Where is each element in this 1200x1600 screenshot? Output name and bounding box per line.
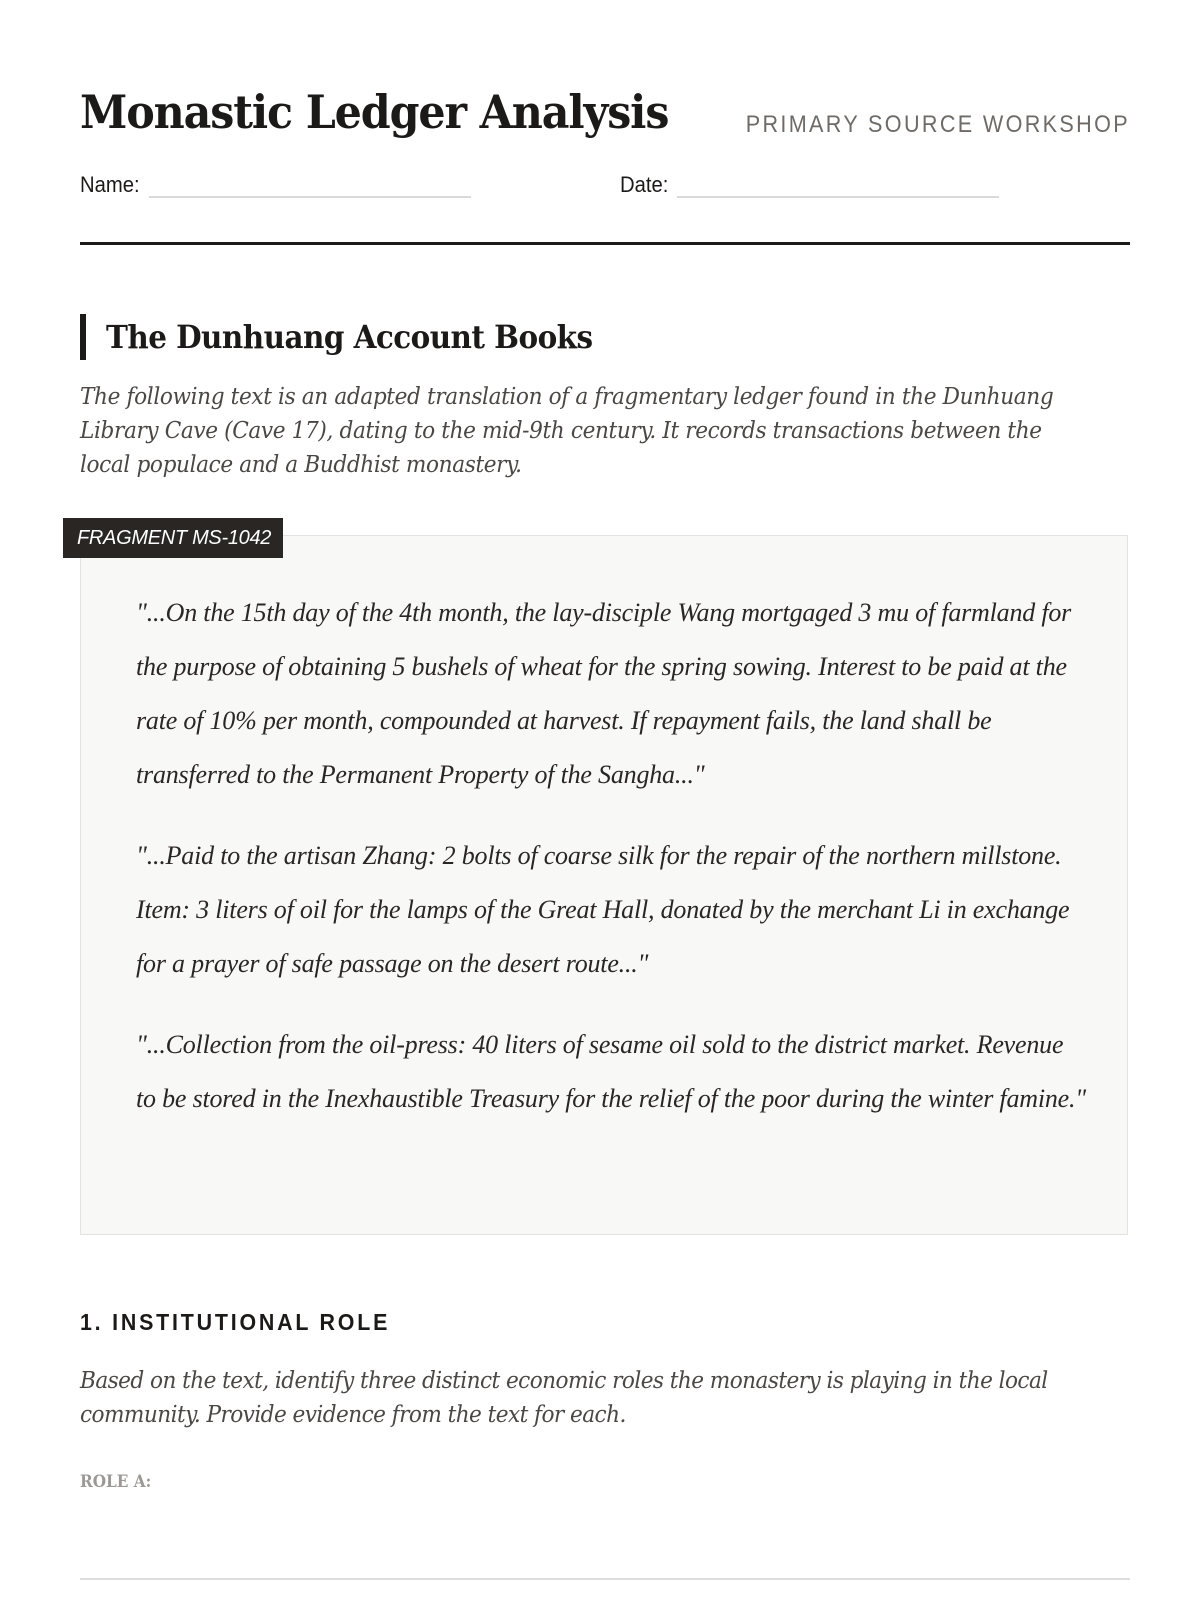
date-field xyxy=(620,170,999,200)
section-heading xyxy=(80,314,635,360)
ledger-entry: "...Collection from the oil-press: 40 liters of sesame oil sold to the district market. Revenue to be stored in the Inexhaustible Treasury for the relief of the poor during the winter famine." xyxy=(136,1030,1086,1113)
section-intro: The following text is an adapted translation of a fragmentary ledger found in the Dunhuang Library Cave (Cave 17), dating to the mid-9th century. It records transactions between the local populace and a Buddhist monastery. xyxy=(80,384,1054,478)
ledger-entry: "...Paid to the artisan Zhang: 2 bolts of coarse silk for the repair of the northern millstone. Item: 3 liters of oil for the lamps of the Great Hall, donated by the merchant Li in exchange for a prayer of safe passage on the desert route..." xyxy=(136,841,1070,978)
section-title: The Dunhuang Account Books xyxy=(106,318,593,356)
page-subtitle: PRIMARY SOURCE WORKSHOP xyxy=(745,111,1130,138)
header-divider xyxy=(80,242,1130,245)
ledger-entry: "...On the 15th day of the 4th month, the lay-disciple Wang mortgaged 3 mu of farmland for the purpose of obtaining 5 bushels of wheat for the spring sowing. Interest to be paid at the rate of 10% per month, compounded at harvest. If repayment fails, the land shall be transferred to the Permanent Property of the Sangha..." xyxy=(136,598,1072,789)
worksheet-header xyxy=(80,0,1130,246)
section-accent-bar xyxy=(80,314,86,360)
fragment-body xyxy=(136,586,1086,1153)
fragment-badge: FRAGMENT MS-1042 xyxy=(63,518,283,558)
role-a-answer-line[interactable] xyxy=(80,1578,1130,1580)
question-heading: 1. INSTITUTIONAL ROLE xyxy=(80,1309,391,1335)
name-field xyxy=(80,170,471,200)
worksheet-page xyxy=(77,0,1130,1492)
name-input-line[interactable] xyxy=(149,196,471,198)
role-a-label: ROLE A: xyxy=(80,1472,152,1492)
date-label: Date: xyxy=(620,172,669,197)
name-label: Name: xyxy=(80,172,140,197)
page-title: Monastic Ledger Analysis xyxy=(80,85,669,139)
fragment-box xyxy=(77,527,1128,1235)
date-input-line[interactable] xyxy=(677,196,999,198)
question-prompt: Based on the text, identify three distinct economic roles the monastery is playing in the local community. Provide evidence from the text for each. xyxy=(80,1368,1048,1428)
